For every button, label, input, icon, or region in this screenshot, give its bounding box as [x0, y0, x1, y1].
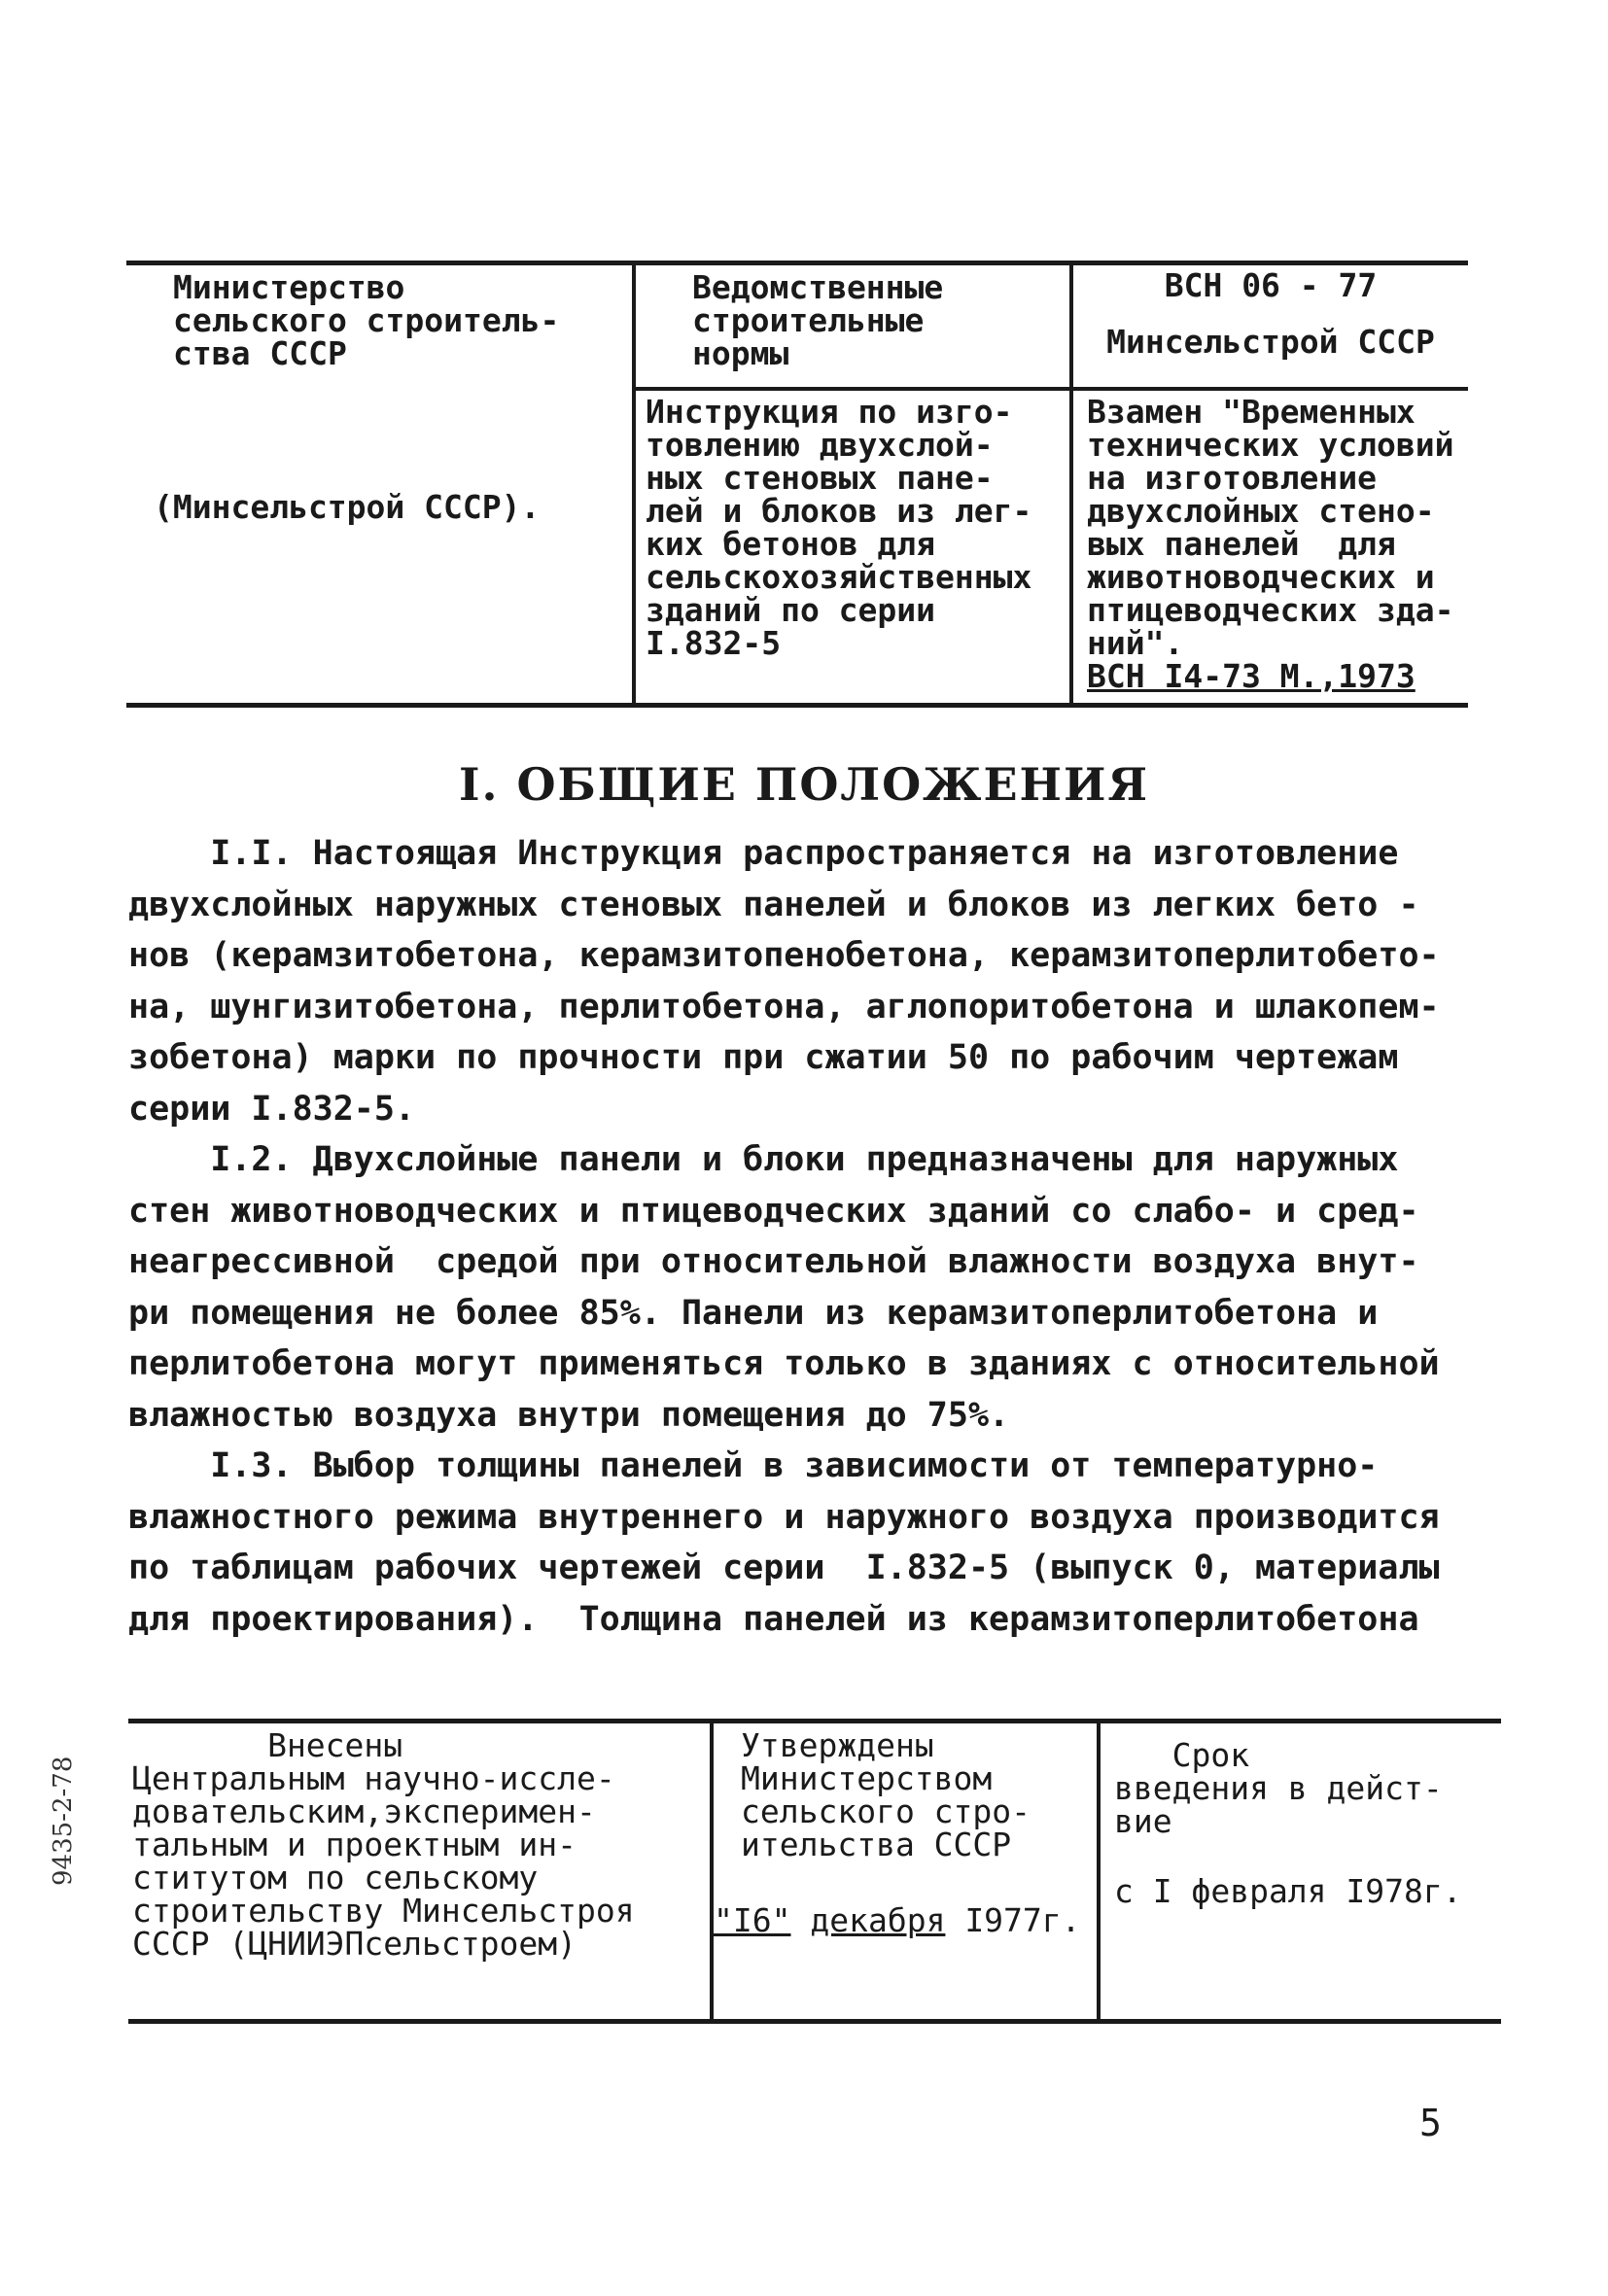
- body-line: нов (керамзитобетона, керамзитопенобетона, керамзитоперлитобето-: [128, 936, 1440, 975]
- body-line: ри помещения не более 85%. Панели из керамзитоперлитобетона и: [128, 1293, 1379, 1333]
- body-line: I.2. Двухслойные панели и блоки предназначены для наружных: [128, 1140, 1399, 1179]
- submitted-column: [128, 1723, 710, 2019]
- norms-column: [632, 265, 1069, 703]
- term-line: вие: [1114, 1802, 1172, 1840]
- title-line: сельскохозяйственных: [646, 558, 1032, 596]
- replaces-line: на изготовление: [1087, 459, 1378, 497]
- body-line: на, шунгизитобетона, перлитобетона, аглопоритобетона и шлакопем-: [128, 987, 1440, 1026]
- approved-by: [741, 1726, 1031, 1863]
- footer-table: [128, 1719, 1501, 2024]
- document-code: ВСН 06 - 77: [1164, 266, 1378, 304]
- approved-column: [710, 1723, 1097, 2019]
- page-number: 5: [1419, 2102, 1442, 2144]
- approved-month: декабря: [810, 1901, 946, 1939]
- body-line: стен животноводческих и птицеводческих зданий со слабо- и сред-: [128, 1191, 1419, 1231]
- effective-date: с I февраля I978г.: [1114, 1872, 1462, 1910]
- replaces-line: технических условий: [1087, 426, 1454, 464]
- body-line: неагрессивной средой при относительной влажности воздуха внут-: [128, 1242, 1419, 1281]
- submitted-line: ститутом по сельскому: [132, 1859, 539, 1896]
- body-line: зобетона) марки по прочности при сжатии 50 по рабочим чертежам: [128, 1038, 1399, 1077]
- term-line: введения в дейст-: [1114, 1769, 1443, 1807]
- body-line: серии I.832-5.: [128, 1089, 416, 1129]
- submitted-line: строительству Минсельстроя: [132, 1892, 635, 1930]
- submitted-line: довательским,эксперимен-: [132, 1792, 596, 1830]
- approved-line: Утверждены: [741, 1726, 934, 1764]
- body-line: двухслойных наружных стеновых панелей и блоков из легких бето -: [128, 885, 1419, 924]
- section-title: I. ОБЩИЕ ПОЛОЖЕНИЯ: [458, 758, 1150, 811]
- ministry-line: ства СССР: [173, 334, 347, 372]
- ministry-name: [173, 268, 560, 372]
- body-line: влажностного режима внутреннего и наружного воздуха производится: [128, 1497, 1440, 1537]
- code-column: [1069, 265, 1468, 703]
- title-line: Инструкция по изго-: [646, 393, 1013, 431]
- ministry-column: [126, 265, 632, 703]
- body-text: [128, 828, 1519, 1645]
- submitted-line: СССР (ЦНИИЭПсельстроем): [132, 1925, 577, 1963]
- body-line: по таблицам рабочих чертежей серии I.832-5 (выпуск 0, материалы: [128, 1548, 1440, 1587]
- term-line: Срок: [1114, 1736, 1250, 1774]
- body-line: перлитобетона могут применяться только в зданиях с относительной: [128, 1344, 1440, 1383]
- term-column: [1097, 1723, 1501, 2019]
- side-registration-code: 9435-2-78: [49, 1756, 78, 1886]
- replaces-line: ВСН I4-73 М.,1973: [1087, 657, 1416, 695]
- approved-line: сельского стро-: [741, 1792, 1031, 1830]
- body-line: I.3. Выбор толщины панелей в зависимости от температурно-: [128, 1446, 1379, 1485]
- submitted-line: Центральным научно-иссле-: [132, 1759, 615, 1797]
- norms-line: нормы: [692, 334, 789, 372]
- approved-line: Министерством: [741, 1759, 993, 1797]
- replaces-line: вых панелей для: [1087, 525, 1396, 563]
- approved-year: I977г.: [964, 1901, 1081, 1939]
- ministry-line: сельского строитель-: [173, 301, 560, 339]
- effective-term: [1114, 1736, 1443, 1840]
- norms-line: Ведомственные: [692, 268, 944, 306]
- ministry-line: Министерство: [173, 268, 405, 306]
- submitted-line: Внесены: [132, 1726, 403, 1764]
- body-line: I.I. Настоящая Инструкция распространяется на изготовление: [128, 834, 1399, 873]
- ministry-abbreviation: (Минсельстрой СССР).: [154, 488, 541, 526]
- body-line: для проектирования). Толщина панелей из керамзитоперлитобетона: [128, 1599, 1419, 1639]
- approved-line: ительства СССР: [741, 1826, 1012, 1863]
- title-line: зданий по серии: [646, 591, 936, 629]
- norms-type: [692, 268, 944, 372]
- title-line: I.832-5: [646, 624, 782, 662]
- submitted-by: [132, 1726, 635, 1963]
- approved-day: "I6": [714, 1901, 791, 1939]
- replaces-line: птицеводческих зда-: [1087, 591, 1454, 629]
- norms-line: строительные: [692, 301, 925, 339]
- title-line: лей и блоков из лег-: [646, 492, 1032, 530]
- replaces-note: [1087, 393, 1454, 695]
- header-table: [126, 261, 1468, 708]
- approved-date: [714, 1901, 1081, 1939]
- header-divider: [632, 387, 1468, 391]
- document-title: [646, 393, 1032, 662]
- submitted-line: тальным и проектным ин-: [132, 1826, 577, 1863]
- replaces-line: животноводческих и: [1087, 558, 1435, 596]
- title-line: ких бетонов для: [646, 525, 936, 563]
- body-line: влажностью воздуха внутри помещения до 75%.: [128, 1395, 1010, 1435]
- title-line: ных стеновых пане-: [646, 459, 994, 497]
- replaces-line: Взамен "Временных: [1087, 393, 1416, 431]
- replaces-line: двухслойных стено-: [1087, 492, 1435, 530]
- document-code-org: Минсельстрой СССР: [1106, 323, 1435, 361]
- replaces-line: ний".: [1087, 624, 1184, 662]
- title-line: товлению двухслой-: [646, 426, 994, 464]
